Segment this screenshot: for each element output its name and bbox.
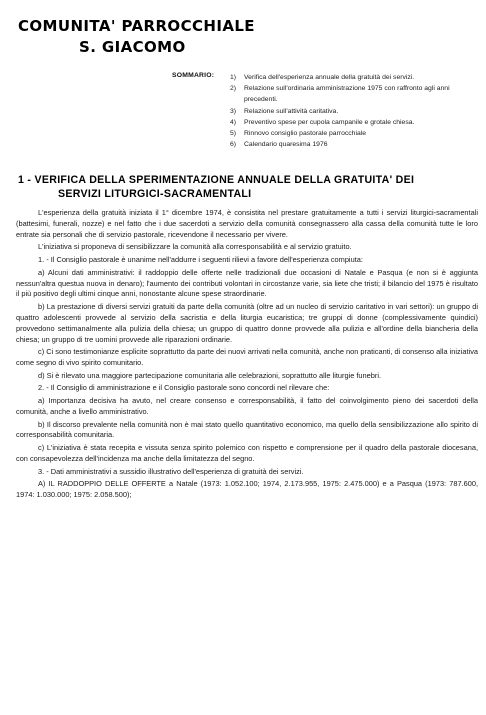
body-paragraph: b) Il discorso prevalente nella comunità non è mai stato quello quantitativo economico, ma quello della sensibilizzazione allo spirito di corresponsabilità comunitaria. — [16, 419, 478, 440]
body-paragraph: A) IL RADDOPPIO DELLE OFFERTE a Natale (1973: 1.052.100; 1974, 2.173.955, 1975: 2.475.000) e a Pasqua (1973: 787.600, 1974: 1.030.000; 1975: 2.058.500); — [16, 479, 478, 499]
section-body — [16, 208, 478, 503]
body-paragraph: c) L'iniziativa è stata recepita e vissuta senza spirito polemico con rispetto e comprensione per il quadro della pastorale diocesana, con consapevolezza dell'incidenza ma anche della limitatezza del segno. — [16, 443, 478, 463]
parish-title: COMUNITA' PARROCCHIALE — [18, 17, 255, 35]
summary-item-number: 5) — [230, 130, 237, 138]
summary-list — [230, 72, 480, 150]
summary-item — [230, 139, 480, 150]
summary-item — [230, 106, 480, 117]
body-paragraph: a) Importanza decisiva ha avuto, nel creare consenso e corresponsabilità, il fatto del coinvolgimento pieno dei sacerdoti della comunità, anche a livello amministrativo. — [16, 396, 478, 416]
body-paragraph: L'iniziativa si proponeva di sensibilizzare la comunità alla corresponsabilità e al servizio gratuito. — [38, 242, 352, 252]
summary-item-text: Calendario quaresima 1976 — [244, 141, 328, 149]
summary-item — [230, 83, 480, 105]
summary-item — [230, 128, 480, 139]
summary-item-text: Preventivo spese per cupola campanile e grotale chiesa. — [244, 118, 415, 126]
parish-subtitle: S. GIACOMO — [79, 38, 186, 56]
section-heading — [18, 174, 478, 201]
section-heading-line: 1 - VERIFICA DELLA SPERIMENTAZIONE ANNUALE DELLA GRATUITA' DEI — [18, 174, 415, 186]
body-paragraph: 1. - Il Consiglio pastorale è unanime nell'addurre i seguenti rilievi a favore dell'esperienza compiuta: — [38, 255, 363, 264]
body-paragraph: L'esperienza della gratuità iniziata il 1° dicembre 1974, è consistita nel prestare gratuitamente a tutti i servizi liturgici-sacramentali (battesimi, funerali, nozze) e nel fatto che i due sacerdoti a servizio della comunità consegnassero alla cassa della comunità tutte le loro entrate sia personali che di servizio pastorale, ricevendone il necessario per vivere. — [16, 208, 478, 239]
summary-item-number: 6) — [230, 141, 237, 149]
summary-item-text: Rinnovo consiglio pastorale parrocchiale — [244, 130, 367, 138]
summary-item-text: Relazione sull'attività caritativa. — [244, 107, 339, 115]
summary-label: SOMMARIO: — [172, 72, 215, 79]
summary-item-number: 4) — [230, 118, 237, 126]
body-paragraph: c) Ci sono testimonianze esplicite soprattutto da parte dei nuovi arrivati nella comunità, anche non praticanti, di consenso alla iniziativa come segno di vivo spirito comunitario. — [16, 347, 478, 368]
summary-item-number: 3) — [230, 107, 237, 115]
summary-item-number: 2) — [230, 85, 237, 93]
section-heading-line: SERVIZI LITURGICI-SACRAMENTALI — [58, 187, 252, 200]
summary-item — [230, 117, 480, 128]
body-paragraph: 3. - Dati amministrativi a sussidio illustrativo dell'esperienza di gratuità dei servizi. — [38, 466, 304, 476]
summary-item-text: Verifica dell'esperienza annuale della gratuità dei servizi. — [244, 74, 415, 81]
summary-item-number: 1) — [230, 74, 237, 81]
body-paragraph: 2. - Il Consiglio di amministrazione e il Consiglio pastorale sono concordi nel rilevare che: — [38, 383, 330, 393]
body-paragraph: b) La prestazione di diversi servizi gratuiti da parte della comunità (oltre ad un nucleo di servizio caritativo in vari settori): un gruppo di quattro adolescenti provvede al servizio della sacristia e della liturgia eucaristica; tre gruppi di donne (complessivamente quindici) provvedono settimanalmente alla pulizia della chiesa; un gruppo di quattro donne provvede alla pulizia e all'ordine della biancheria della chiesa; un gruppo di tre uomini provvede alle riparazioni ordinarie. — [16, 302, 478, 344]
summary-item-text: Relazione sull'ordinaria amministrazione 1975 con raffronto agli anni precedenti. — [244, 85, 450, 104]
body-paragraph: d) Si è rilevato una maggiore partecipazione comunitaria alle celebrazioni, soprattutto alle liturgie funebri. — [38, 370, 382, 380]
body-paragraph: a) Alcuni dati amministrativi: il raddoppio delle offerte nelle tradizionali due occasioni di Natale e Pasqua (e non si è aggiunta nessun'altra questua nuova in denaro); l'aumento dei contributi volontari in circostanze varie, sia liete che tristi; il bilancio del 1975 è risultato il più positivo degli ultimi cinque anni, nonostante alcune spese straordinarie. — [16, 267, 478, 299]
summary-item — [230, 72, 480, 83]
